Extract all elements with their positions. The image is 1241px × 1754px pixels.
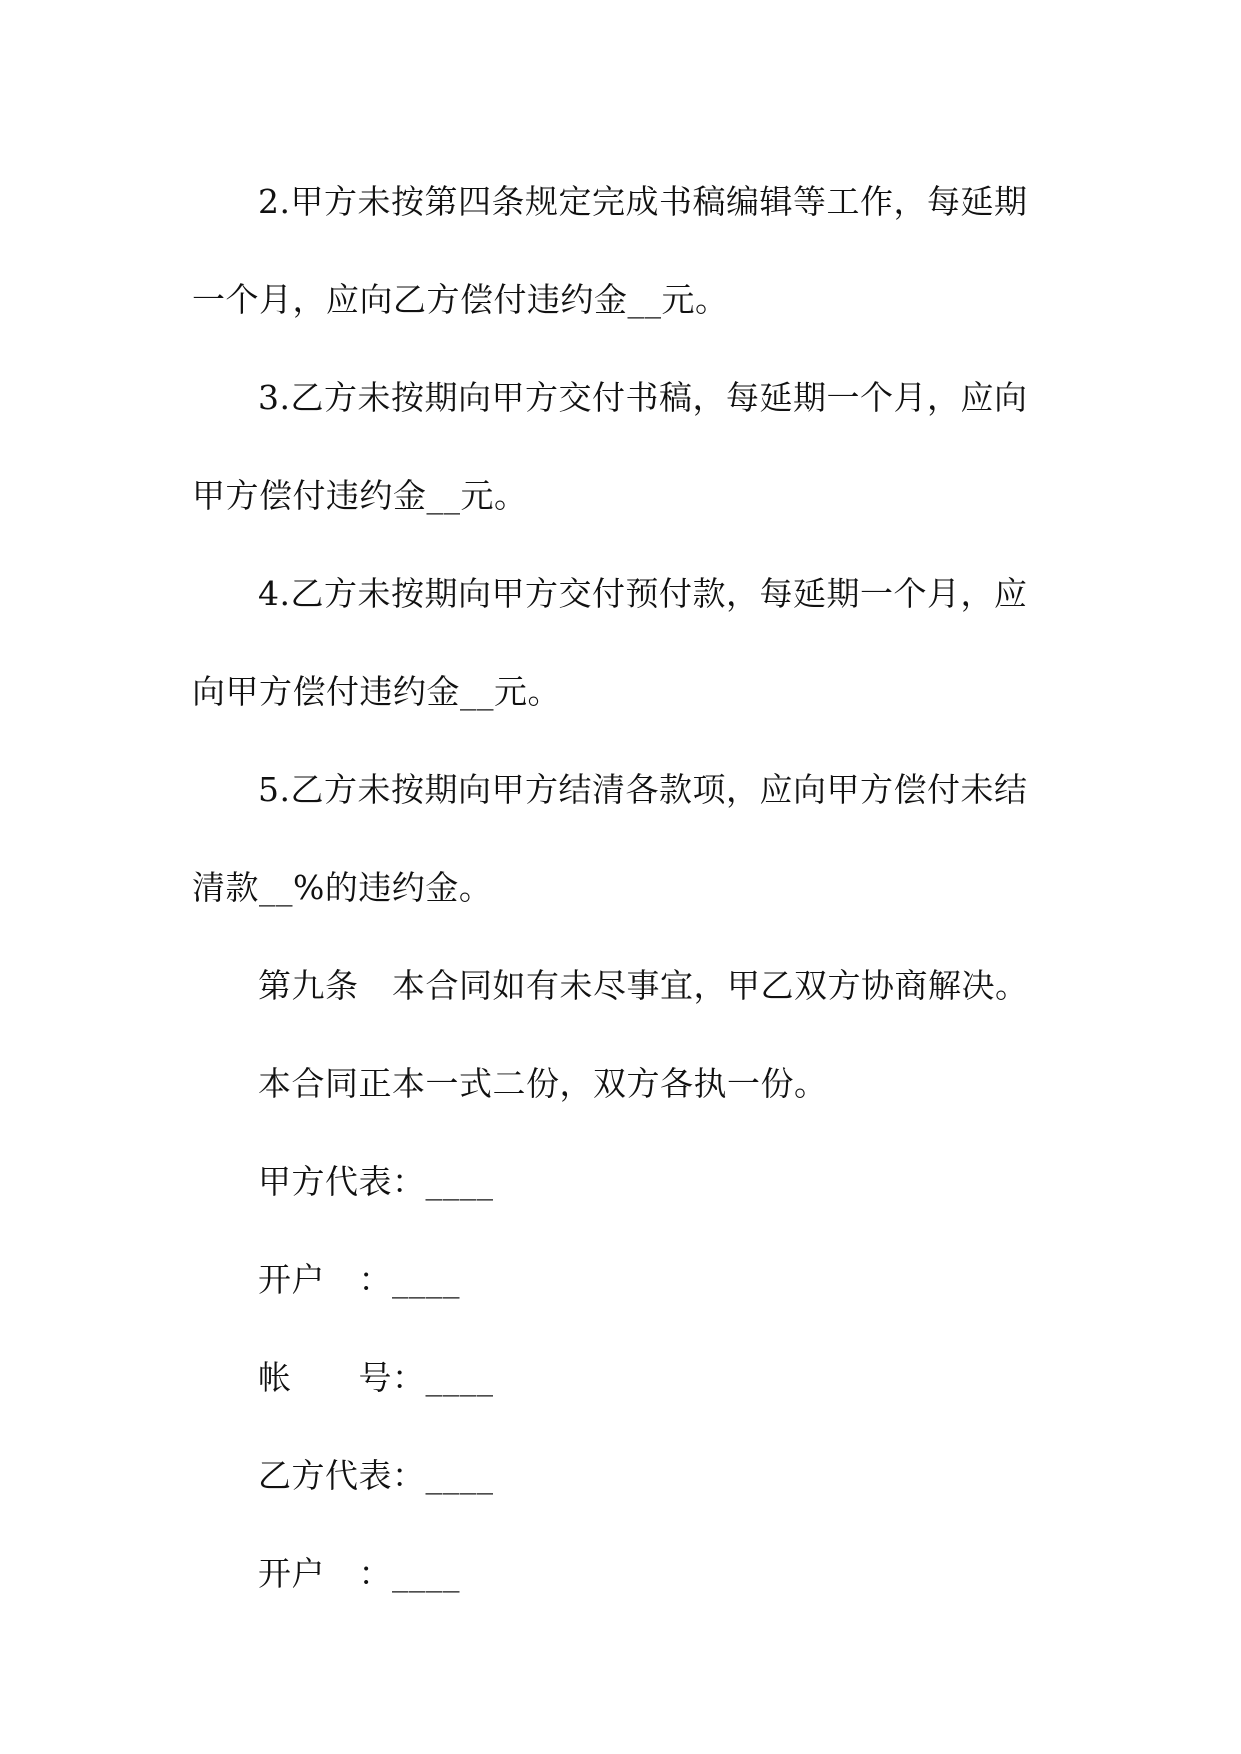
clause-3-line-1: 3.乙方未按期向甲方交付书稿，每延期一个月，应向 (258, 378, 1028, 417)
clause-5-line-2: 清款__%的违约金。 (192, 868, 493, 907)
party-a-bank-field: 开户 ：____ (258, 1260, 460, 1299)
clause-5-line-1: 5.乙方未按期向甲方结清各款项，应向甲方偿付未结 (258, 770, 1028, 809)
party-b-representative-field: 乙方代表：____ (258, 1456, 494, 1495)
clause-2-line-1: 2.甲方未按第四条规定完成书稿编辑等工作，每延期 (258, 182, 1028, 221)
article-9: 第九条 本合同如有未尽事宜，甲乙双方协商解决。 (258, 966, 1029, 1005)
clause-3-line-2: 甲方偿付违约金__元。 (192, 476, 528, 515)
party-a-account-field: 帐 号：____ (258, 1358, 494, 1397)
clause-4-line-1: 4.乙方未按期向甲方交付预付款，每延期一个月，应 (258, 574, 1028, 613)
clause-2-line-2: 一个月，应向乙方偿付违约金__元。 (192, 280, 729, 319)
copies-statement: 本合同正本一式二份，双方各执一份。 (258, 1064, 828, 1103)
party-b-bank-field: 开户 ：____ (258, 1554, 460, 1593)
clause-4-line-2: 向甲方偿付违约金__元。 (192, 672, 561, 711)
party-a-representative-field: 甲方代表：____ (258, 1162, 494, 1201)
